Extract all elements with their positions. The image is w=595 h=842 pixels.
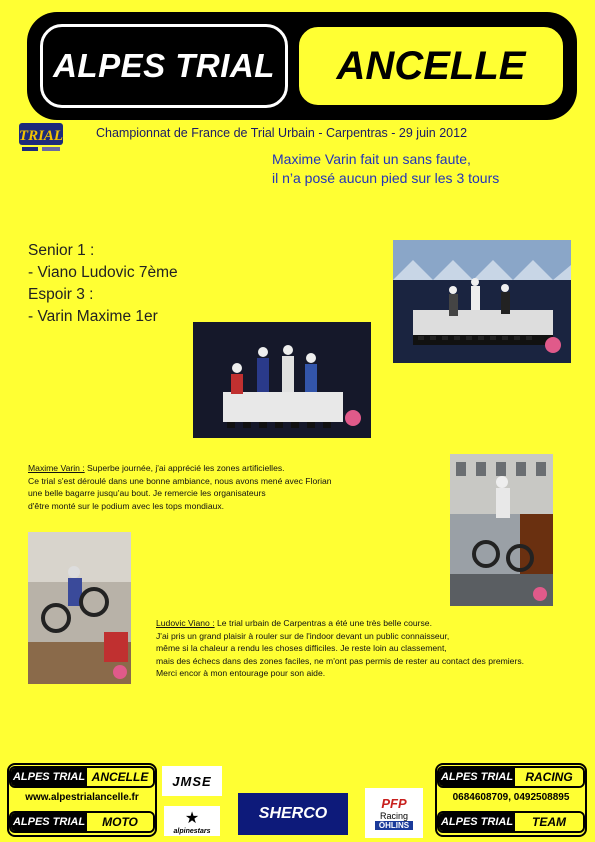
footer-website[interactable]: www.alpestrialancelle.fr: [25, 792, 139, 803]
header-left-text: ALPES TRIAL: [53, 47, 275, 84]
header-right-panel: [296, 24, 566, 108]
sponsor-pfp-text: PFP: [381, 796, 407, 811]
quote-viano-line: Le trial urbain de Carpentras a été une très belle course.: [214, 618, 432, 628]
quote-varin-line: une belle bagarre jusqu'au bout. Je remercie les organisateurs: [28, 488, 266, 498]
footer-left-bottom-bar: [9, 811, 155, 833]
footer-phones: 0684608709, 0492508895: [452, 792, 570, 803]
footer-right-bottom-label: ALPES TRIAL: [439, 813, 515, 831]
championship-title: Championnat de France de Trial Urbain - Carpentras - 29 juin 2012: [96, 126, 468, 140]
footer-left-bottom-label: ALPES TRIAL: [11, 813, 87, 831]
podium-photo-2: [193, 322, 371, 438]
quote-varin-name: Maxime Varin :: [28, 463, 85, 473]
header-left-panel: [40, 24, 288, 108]
quote-viano: [156, 617, 586, 680]
lead-line-1: Maxime Varin fait un sans faute,: [272, 151, 471, 167]
footer-left-top-label: ALPES TRIAL: [11, 768, 87, 786]
quote-varin: [28, 462, 398, 512]
trial-logo-text: TRIAL: [18, 128, 64, 144]
quote-varin-line: Superbe journée, j'ai apprécié les zones artificielles.: [84, 463, 285, 473]
sponsor-jmse-text: JMSE: [172, 773, 212, 789]
footer-left-bottom-value: MOTO: [87, 813, 153, 831]
result-line: Espoir 3 :: [28, 286, 94, 303]
quote-varin-line: d'être monté sur le podium avec les tops mondiaux.: [28, 500, 225, 511]
sponsor-sherco-text: SHERCO: [258, 805, 328, 822]
quote-varin-line: Ce trial s'est déroulé dans une bonne ambiance, nous avons mené avec Florian: [28, 475, 332, 486]
result-line: - Varin Maxime 1er: [28, 308, 158, 325]
sponsor-jmse-logo: [162, 766, 222, 796]
viano-riding-photo: [28, 532, 131, 684]
sponsor-pfp-logo: [365, 788, 423, 838]
sponsor-ohlins-text: ÖHLINS: [375, 821, 413, 830]
quote-viano-name: Ludovic Viano :: [156, 618, 215, 628]
footer-left-top-value: ANCELLE: [87, 768, 153, 786]
footer-right-top-value: RACING: [515, 768, 583, 786]
footer-right-top-label: ALPES TRIAL: [439, 768, 515, 786]
lead-text: [272, 150, 499, 188]
star-icon: ★: [184, 809, 200, 827]
quote-viano-line: Merci encor à mon entourage pour son aide.: [156, 668, 326, 678]
varin-riding-photo: [450, 454, 553, 606]
sponsor-pfp-racing-text: Racing: [379, 811, 408, 821]
result-line: Senior 1 :: [28, 242, 95, 259]
podium-photo-1: [393, 240, 571, 363]
trial-logo: [18, 120, 64, 154]
lead-line-2: il n’a posé aucun pied sur les 3 tours: [272, 170, 500, 186]
header-right-text: ANCELLE: [336, 43, 526, 88]
footer-right-bottom-value: TEAM: [515, 813, 583, 831]
sponsor-sherco-logo: [238, 793, 348, 835]
footer-right-bottom-bar: [437, 811, 585, 833]
quote-viano-line: même si la chaleur a rendu les choses difficiles. Je reste loin au classement,: [156, 643, 447, 653]
quote-viano-line: J'ai pris un grand plaisir à rouler sur de l'indoor devant un public connaisseur,: [156, 630, 450, 641]
results-list: [28, 240, 178, 328]
footer-right-top-bar: [437, 766, 585, 788]
sponsor-alpinestars-text: alpinestars: [173, 827, 211, 835]
result-line: - Viano Ludovic 7ème: [28, 264, 178, 281]
sponsor-alpinestars-logo: [164, 806, 220, 836]
footer-left-top-bar: [9, 766, 155, 788]
quote-viano-line: mais des échecs dans des zones faciles, ne m'ont pas permis de rester au contact des premiers.: [156, 655, 525, 666]
